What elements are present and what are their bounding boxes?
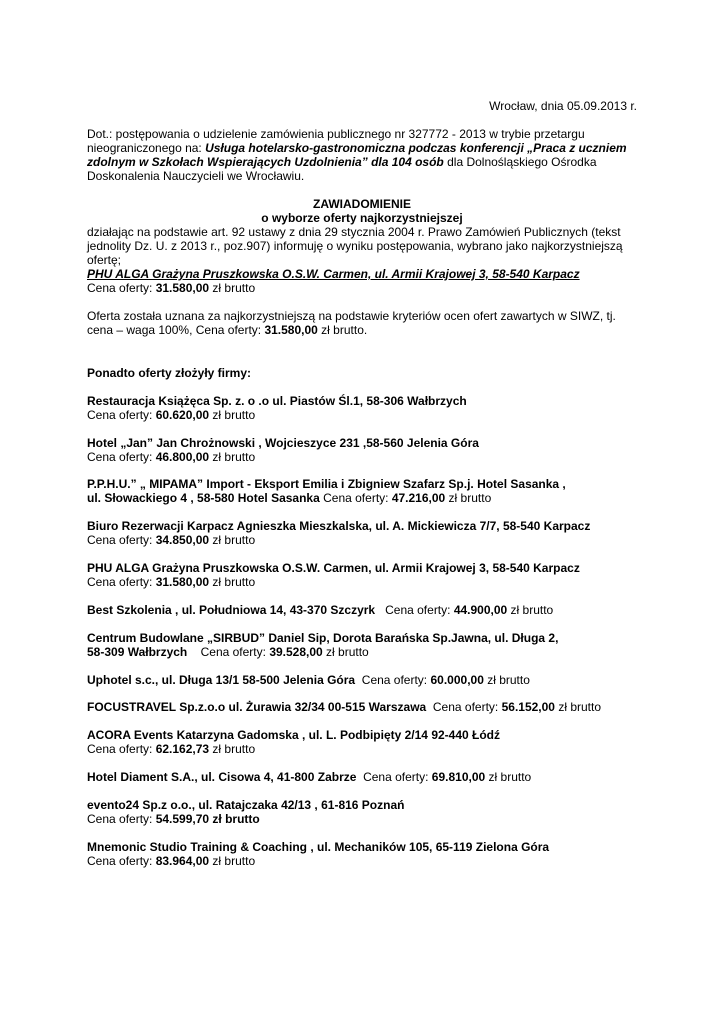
offer-price: 62.162,73: [155, 742, 210, 756]
offer-price-label: Cena oferty:: [87, 854, 156, 868]
offer-price-label: Cena oferty:: [87, 408, 156, 422]
offer-price-label: Cena oferty:: [87, 742, 156, 756]
offer-price: 46.800,00: [155, 450, 210, 464]
offer-price: 60.620,00: [155, 408, 210, 422]
subject-line-2: [87, 141, 627, 155]
reason-line-2-text: cena – waga 100%, Cena oferty:: [87, 323, 265, 337]
offer-13-name: [87, 840, 549, 854]
winner-price-line: [87, 281, 255, 295]
offer-price-label: Cena oferty:: [87, 533, 156, 547]
offer-7-name: [87, 631, 558, 645]
offer-name: P.P.H.U.” „ MIPAMA” Import - Eksport Emilia i Zbigniew Szafarz Sp.j. Hotel Sasanka ,: [87, 477, 566, 491]
subject-title-part-1: Usługa hotelarsko-gastronomiczna podczas konferencji „Praca z uczniem: [205, 141, 627, 155]
offer-13-price-line: [87, 854, 255, 868]
offer-price: 69.810,00: [431, 770, 486, 784]
offer-11-line: [87, 770, 531, 784]
offer-price-label: Cena oferty:: [87, 575, 156, 589]
offer-price-label: Cena oferty:: [87, 812, 156, 826]
offer-price: 54.599,70: [155, 812, 210, 826]
winner-price-suffix: zł brutto: [209, 281, 256, 295]
offer-price-suffix: zł brutto: [483, 673, 530, 687]
subject-line-2-text: nieograniczonego na:: [87, 141, 206, 155]
offer-12-name: [87, 798, 404, 812]
notice-body-line-2: jednolity Dz. U. z 2013 r., poz.907) informuję o wyniku postępowania, wybrano jako najkorzystniejszą: [87, 239, 623, 253]
offer-price: 47.216,00: [391, 491, 446, 505]
offer-10-name: [87, 728, 500, 742]
subject-line-3-text: dla Dolnośląskiego Ośrodka: [443, 155, 597, 169]
offer-price: 44.900,00: [453, 603, 508, 617]
offer-price-suffix: zł brutto: [507, 603, 554, 617]
offer-price-label: Cena oferty:: [426, 700, 502, 714]
others-heading-text: Ponadto oferty złożyły firmy:: [87, 366, 252, 380]
offer-3-address-price-line: [87, 491, 491, 505]
notice-body-line-1: działając na podstawie art. 92 ustawy z dnia 29 stycznia 2004 r. Prawo Zamówień Publicznych (tekst: [87, 225, 621, 239]
reason-line-2: [87, 323, 367, 337]
offer-price-suffix: zł brutto: [209, 450, 256, 464]
winner-name: PHU ALGA Grażyna Pruszkowska O.S.W. Carmen, ul. Armii Krajowej 3, 58-540 Karpacz: [87, 267, 580, 281]
notice-subtitle: [87, 211, 637, 225]
offer-4-name: [87, 519, 590, 533]
offer-price-label: Cena oferty:: [319, 491, 392, 505]
offer-price-label: Cena oferty:: [375, 603, 454, 617]
subject-line-3: [87, 155, 597, 169]
offer-price: 60.000,00: [430, 673, 484, 687]
offer-price-label: Cena oferty:: [87, 450, 156, 464]
offer-name: Biuro Rezerwacji Karpacz Agnieszka Mieszkalska, ul. A. Mickiewicza 7/7, 58-540 Karpacz: [87, 519, 591, 533]
offer-name: ACORA Events Katarzyna Gadomska , ul. L. Podbipięty 2/14 92-440 Łódź: [87, 728, 501, 742]
offer-price-label: Cena oferty:: [355, 673, 431, 687]
offer-9-line: [87, 700, 601, 714]
offer-price-suffix: zł brutto: [554, 700, 602, 714]
reason-line-2-suffix: zł brutto.: [317, 323, 368, 337]
offer-price: 39.528,00: [269, 645, 323, 659]
offer-price-suffix: zł brutto: [485, 770, 532, 784]
offer-name: Restauracja Książęca Sp. z. o .o ul. Piastów Śl.1, 58-306 Wałbrzych: [87, 394, 467, 408]
offer-name: Centrum Budowlane „SIRBUD” Daniel Sip, Dorota Barańska Sp.Jawna, ul. Długa 2,: [87, 631, 559, 645]
reason-price: 31.580,00: [264, 323, 318, 337]
offer-name: FOCUSTRAVEL Sp.z.o.o ul. Żurawia 32/34 00-515 Warszawa: [87, 700, 427, 714]
offer-price-suffix: zł brutto: [209, 854, 256, 868]
offer-7-address-price-line: [87, 645, 369, 659]
offer-price: 83.964,00: [155, 854, 210, 868]
notice-subtitle-text: o wyborze oferty najkorzystniejszej: [261, 211, 463, 225]
offer-1-price-line: [87, 408, 255, 422]
offer-5-name: [87, 561, 580, 575]
offer-5-price-line: [87, 575, 255, 589]
offer-price: 34.850,00: [155, 533, 210, 547]
subject-title-part-2: zdolnym w Szkołach Wspierających Uzdolnienia” dla 104 osób: [87, 155, 444, 169]
subject-line-4: Doskonalenia Nauczycieli we Wrocławiu.: [87, 169, 305, 183]
offer-price-suffix: zł brutto: [209, 742, 256, 756]
offer-name: Uphotel s.c., ul. Długa 13/1 58-500 Jelenia Góra: [87, 673, 356, 687]
others-heading: [87, 366, 251, 380]
offer-name: Mnemonic Studio Training & Coaching , ul. Mechaników 105, 65-119 Zielona Góra: [87, 840, 550, 854]
subject-line-1: Dot.: postępowania o udzielenie zamówienia publicznego nr 327772 - 2013 w trybie przetargu: [87, 127, 585, 141]
offer-price-suffix: zł brutto: [209, 408, 256, 422]
offer-name: Hotel „Jan” Jan Chrożnowski , Wojcieszyce 231 ,58-560 Jelenia Góra: [87, 436, 479, 450]
offer-price-suffix: zł brutto: [209, 533, 256, 547]
offer-12-price-line: [87, 812, 260, 826]
offer-2-name: [87, 436, 479, 450]
offer-price-label: Cena oferty:: [356, 770, 432, 784]
offer-price-suffix: zł brutto: [322, 645, 369, 659]
offer-address: 58-309 Wałbrzych: [87, 645, 188, 659]
offer-price-suffix: zł brutto: [445, 491, 492, 505]
reason-line-1: Oferta została uznana za najkorzystniejszą na podstawie kryteriów ocen ofert zawartych w SIWZ, tj.: [87, 309, 616, 323]
offer-3-name: [87, 477, 566, 491]
winner-price: 31.580,00: [155, 281, 210, 295]
offer-price-suffix: zł brutto: [209, 575, 256, 589]
offer-10-price-line: [87, 742, 255, 756]
offer-1-name: [87, 394, 467, 408]
offer-4-price-line: [87, 533, 255, 547]
offer-price: 31.580,00: [155, 575, 210, 589]
notice-body-line-3: ofertę;: [87, 253, 122, 267]
offer-price-suffix: zł brutto: [209, 812, 260, 826]
offer-price: 56.152,00: [501, 700, 555, 714]
offer-8-line: [87, 673, 530, 687]
offer-price-label: Cena oferty:: [187, 645, 270, 659]
offer-2-price-line: [87, 450, 255, 464]
offer-6-line: [87, 603, 553, 617]
winner-price-label: Cena oferty:: [87, 281, 156, 295]
offer-name: Best Szkolenia , ul. Południowa 14, 43-370 Szczyrk: [87, 603, 376, 617]
offer-address: ul. Słowackiego 4 , 58-580 Hotel Sasanka: [87, 491, 320, 505]
offer-name: PHU ALGA Grażyna Pruszkowska O.S.W. Carmen, ul. Armii Krajowej 3, 58-540 Karpacz: [87, 561, 580, 575]
offer-name: evento24 Sp.z o.o., ul. Ratajczaka 42/13 , 61-816 Poznań: [87, 798, 405, 812]
notice-title: [87, 197, 637, 211]
offer-name: Hotel Diament S.A., ul. Cisowa 4, 41-800 Zabrze: [87, 770, 357, 784]
place-date: Wrocław, dnia 05.09.2013 r.: [489, 99, 637, 113]
notice-title-text: ZAWIADOMIENIE: [313, 197, 411, 211]
